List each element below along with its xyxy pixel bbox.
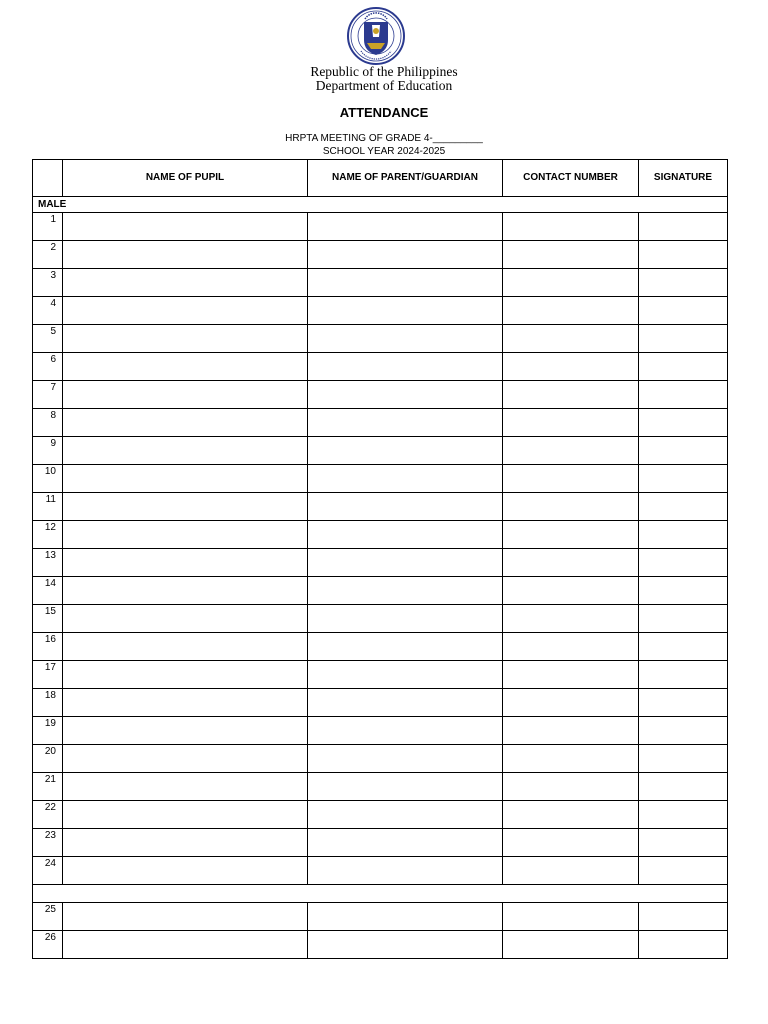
contact-number-cell[interactable] (503, 465, 639, 493)
parent-name-cell[interactable] (308, 521, 503, 549)
parent-name-cell[interactable] (308, 437, 503, 465)
parent-name-cell[interactable] (308, 213, 503, 241)
contact-number-cell[interactable] (503, 493, 639, 521)
row-number: 21 (33, 773, 63, 801)
table-row (33, 381, 728, 409)
row-number: 9 (33, 437, 63, 465)
parent-name-cell[interactable] (308, 717, 503, 745)
contact-number-cell[interactable] (503, 931, 639, 959)
parent-name-cell[interactable] (308, 241, 503, 269)
contact-number-cell[interactable] (503, 903, 639, 931)
row-number: 3 (33, 269, 63, 297)
signature-cell[interactable] (639, 717, 728, 745)
pupil-name-cell[interactable] (63, 241, 308, 269)
pupil-name-cell[interactable] (63, 493, 308, 521)
pupil-name-cell[interactable] (63, 549, 308, 577)
column-header-number (33, 160, 63, 197)
row-number: 22 (33, 801, 63, 829)
pupil-name-cell[interactable] (63, 437, 308, 465)
parent-name-cell[interactable] (308, 409, 503, 437)
pupil-name-cell[interactable] (63, 297, 308, 325)
table-row (33, 465, 728, 493)
table-row (33, 745, 728, 773)
pupil-name-cell[interactable] (63, 381, 308, 409)
signature-cell[interactable] (639, 801, 728, 829)
signature-cell[interactable] (639, 931, 728, 959)
row-number: 25 (33, 903, 63, 931)
parent-name-cell[interactable] (308, 633, 503, 661)
table-row (33, 903, 728, 931)
parent-name-cell[interactable] (308, 745, 503, 773)
pupil-name-cell[interactable] (63, 633, 308, 661)
pupil-name-cell[interactable] (63, 931, 308, 959)
signature-cell[interactable] (639, 241, 728, 269)
parent-name-cell[interactable] (308, 661, 503, 689)
table-row (33, 577, 728, 605)
parent-name-cell[interactable] (308, 903, 503, 931)
contact-number-cell[interactable] (503, 521, 639, 549)
signature-cell[interactable] (639, 353, 728, 381)
table-row (33, 297, 728, 325)
table-row (33, 437, 728, 465)
contact-number-cell[interactable] (503, 381, 639, 409)
column-header-contact: CONTACT NUMBER (503, 160, 639, 197)
row-number: 19 (33, 717, 63, 745)
row-number: 16 (33, 633, 63, 661)
table-row (33, 213, 728, 241)
table-row (33, 409, 728, 437)
row-number: 18 (33, 689, 63, 717)
signature-cell[interactable] (639, 269, 728, 297)
parent-name-cell[interactable] (308, 549, 503, 577)
parent-name-cell[interactable] (308, 857, 503, 885)
pupil-name-cell[interactable] (63, 745, 308, 773)
contact-number-cell[interactable] (503, 325, 639, 353)
contact-number-cell[interactable] (503, 297, 639, 325)
section-gap-row (33, 885, 728, 903)
parent-name-cell[interactable] (308, 773, 503, 801)
row-number: 12 (33, 521, 63, 549)
table-row (33, 931, 728, 959)
pupil-name-cell[interactable] (63, 521, 308, 549)
column-header-parent: NAME OF PARENT/GUARDIAN (308, 160, 503, 197)
pupil-name-cell[interactable] (63, 409, 308, 437)
contact-number-cell[interactable] (503, 633, 639, 661)
row-number: 8 (33, 409, 63, 437)
signature-cell[interactable] (639, 577, 728, 605)
pupil-name-cell[interactable] (63, 269, 308, 297)
row-number: 2 (33, 241, 63, 269)
signature-cell[interactable] (639, 773, 728, 801)
signature-cell[interactable] (639, 857, 728, 885)
parent-name-cell[interactable] (308, 269, 503, 297)
pupil-name-cell[interactable] (63, 773, 308, 801)
table-row (33, 801, 728, 829)
contact-number-cell[interactable] (503, 353, 639, 381)
table-row (33, 241, 728, 269)
parent-name-cell[interactable] (308, 577, 503, 605)
signature-cell[interactable] (639, 521, 728, 549)
section-gap-cell (33, 885, 728, 903)
signature-cell[interactable] (639, 381, 728, 409)
parent-name-cell[interactable] (308, 689, 503, 717)
row-number: 15 (33, 605, 63, 633)
signature-cell[interactable] (639, 903, 728, 931)
contact-number-cell[interactable] (503, 661, 639, 689)
table-row (33, 773, 728, 801)
table-row (33, 325, 728, 353)
column-header-signature: SIGNATURE (639, 160, 728, 197)
pupil-name-cell[interactable] (63, 353, 308, 381)
page-title: ATTENDANCE (339, 105, 429, 120)
contact-number-cell[interactable] (503, 829, 639, 857)
row-number: 13 (33, 549, 63, 577)
row-number: 11 (33, 493, 63, 521)
row-number: 26 (33, 931, 63, 959)
parent-name-cell[interactable] (308, 465, 503, 493)
signature-cell[interactable] (639, 213, 728, 241)
republic-label: Republic of the Philippines (310, 64, 458, 79)
parent-name-cell[interactable] (308, 493, 503, 521)
school-year-label: SCHOOL YEAR 2024-2025 (322, 146, 446, 157)
signature-cell[interactable] (639, 409, 728, 437)
row-number: 6 (33, 353, 63, 381)
table-row (33, 493, 728, 521)
signature-cell[interactable] (639, 465, 728, 493)
section-row-male (33, 197, 728, 213)
row-number: 7 (33, 381, 63, 409)
pupil-name-cell[interactable] (63, 465, 308, 493)
row-number: 14 (33, 577, 63, 605)
row-number: 10 (33, 465, 63, 493)
pupil-name-cell[interactable] (63, 213, 308, 241)
contact-number-cell[interactable] (503, 213, 639, 241)
meeting-label: HRPTA MEETING OF GRADE 4-_________ (285, 133, 483, 144)
department-label: Department of Education (315, 78, 453, 93)
contact-number-cell[interactable] (503, 241, 639, 269)
signature-cell[interactable] (639, 745, 728, 773)
row-number: 24 (33, 857, 63, 885)
pupil-name-cell[interactable] (63, 857, 308, 885)
pupil-name-cell[interactable] (63, 829, 308, 857)
contact-number-cell[interactable] (503, 745, 639, 773)
row-number: 1 (33, 213, 63, 241)
signature-cell[interactable] (639, 633, 728, 661)
column-header-pupil: NAME OF PUPIL (63, 160, 308, 197)
signature-cell[interactable] (639, 297, 728, 325)
table-row (33, 661, 728, 689)
contact-number-cell[interactable] (503, 269, 639, 297)
pupil-name-cell[interactable] (63, 605, 308, 633)
row-number: 17 (33, 661, 63, 689)
contact-number-cell[interactable] (503, 549, 639, 577)
row-number: 20 (33, 745, 63, 773)
signature-cell[interactable] (639, 325, 728, 353)
contact-number-cell[interactable] (503, 689, 639, 717)
signature-cell[interactable] (639, 661, 728, 689)
contact-number-cell[interactable] (503, 857, 639, 885)
table-row (33, 521, 728, 549)
table-row (33, 353, 728, 381)
parent-name-cell[interactable] (308, 801, 503, 829)
pupil-name-cell[interactable] (63, 661, 308, 689)
table-row (33, 689, 728, 717)
attendance-table (32, 159, 728, 959)
signature-cell[interactable] (639, 493, 728, 521)
signature-cell[interactable] (639, 605, 728, 633)
parent-name-cell[interactable] (308, 325, 503, 353)
table-row (33, 717, 728, 745)
signature-cell[interactable] (639, 829, 728, 857)
deped-seal-icon (341, 7, 411, 65)
contact-number-cell[interactable] (503, 773, 639, 801)
contact-number-cell[interactable] (503, 605, 639, 633)
row-number: 23 (33, 829, 63, 857)
pupil-name-cell[interactable] (63, 717, 308, 745)
row-number: 4 (33, 297, 63, 325)
parent-name-cell[interactable] (308, 297, 503, 325)
table-row (33, 605, 728, 633)
parent-name-cell[interactable] (308, 381, 503, 409)
parent-name-cell[interactable] (308, 605, 503, 633)
pupil-name-cell[interactable] (63, 903, 308, 931)
contact-number-cell[interactable] (503, 409, 639, 437)
signature-cell[interactable] (639, 549, 728, 577)
pupil-name-cell[interactable] (63, 325, 308, 353)
parent-name-cell[interactable] (308, 353, 503, 381)
table-row (33, 857, 728, 885)
contact-number-cell[interactable] (503, 801, 639, 829)
table-row (33, 829, 728, 857)
table-row (33, 549, 728, 577)
parent-name-cell[interactable] (308, 829, 503, 857)
parent-name-cell[interactable] (308, 931, 503, 959)
signature-cell[interactable] (639, 437, 728, 465)
table-row (33, 269, 728, 297)
contact-number-cell[interactable] (503, 437, 639, 465)
contact-number-cell[interactable] (503, 577, 639, 605)
section-label-male: MALE (33, 197, 728, 213)
pupil-name-cell[interactable] (63, 577, 308, 605)
table-row (33, 633, 728, 661)
contact-number-cell[interactable] (503, 717, 639, 745)
pupil-name-cell[interactable] (63, 801, 308, 829)
deped-seal (341, 7, 411, 65)
signature-cell[interactable] (639, 689, 728, 717)
table-header-row (33, 160, 728, 197)
pupil-name-cell[interactable] (63, 689, 308, 717)
row-number: 5 (33, 325, 63, 353)
